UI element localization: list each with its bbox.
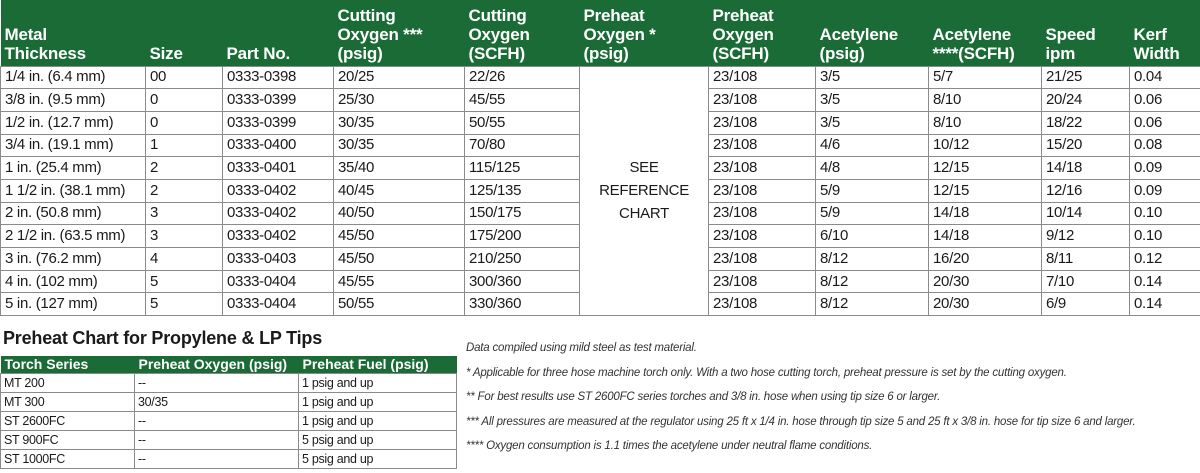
cell-size: 2: [146, 179, 223, 202]
cell-part: 0333-0402: [223, 179, 334, 202]
cell-acet-scfh: 20/30: [929, 270, 1042, 293]
cell-pre-scfh: 23/108: [709, 248, 816, 271]
column-header-line: Size: [149, 43, 183, 63]
cell-acet-psig: 4/8: [816, 157, 929, 180]
column-header: [580, 0, 709, 66]
column-header-line: Oxygen *: [583, 24, 656, 44]
cell-size: 2: [146, 157, 223, 180]
cell-acet-scfh: 16/20: [929, 248, 1042, 271]
cell-acet-psig: 8/12: [816, 248, 929, 271]
see-reference-line: CHART: [619, 205, 669, 223]
preheat-row: [1, 431, 457, 450]
cell-part: 0333-0402: [223, 202, 334, 225]
cell-speed: 7/10: [1042, 270, 1130, 293]
cell-part: 0333-0404: [223, 270, 334, 293]
column-header-line: (psig): [819, 43, 865, 63]
cell-speed: 6/9: [1042, 293, 1130, 316]
cell-thickness: 1 1/2 in. (38.1 mm): [1, 179, 146, 202]
cell-pre-scfh: 23/108: [709, 225, 816, 248]
cell-part: 0333-0399: [223, 111, 334, 134]
preheat-cell: MT 200: [1, 374, 135, 393]
column-header-line: (SCFH): [468, 43, 525, 63]
cell-part: 0333-0402: [223, 225, 334, 248]
cell-thickness: 1 in. (25.4 mm): [1, 157, 146, 180]
column-header-line: Thickness: [4, 43, 86, 63]
cell-speed: 20/24: [1042, 89, 1130, 112]
cell-thickness: 2 1/2 in. (63.5 mm): [1, 225, 146, 248]
footnotes: [466, 341, 1196, 464]
column-header-line: Acetylene: [932, 24, 1012, 44]
cell-cut-scfh: 175/200: [465, 225, 580, 248]
footnote: Data compiled using mild steel as test material.: [466, 342, 697, 354]
cell-thickness: 3/4 in. (19.1 mm): [1, 134, 146, 157]
preheat-cell: ST 900FC: [1, 431, 135, 450]
cell-thickness: 5 in. (127 mm): [1, 293, 146, 316]
cell-cut-psig: 30/35: [334, 134, 465, 157]
cell-cut-psig: 40/45: [334, 179, 465, 202]
cell-speed: 18/22: [1042, 111, 1130, 134]
cell-acet-psig: 6/10: [816, 225, 929, 248]
cell-kerf: 0.14: [1130, 293, 1200, 316]
preheat-chart-title: Preheat Chart for Propylene & LP Tips: [3, 328, 323, 348]
cell-cut-psig: 25/30: [334, 89, 465, 112]
cell-size: 5: [146, 293, 223, 316]
cell-cut-scfh: 45/55: [465, 89, 580, 112]
cell-cut-scfh: 115/125: [465, 157, 580, 180]
cell-pre-scfh: 23/108: [709, 89, 816, 112]
table-row: [1, 66, 1200, 89]
column-header-line: Speed: [1045, 24, 1096, 44]
cell-thickness: 1/4 in. (6.4 mm): [1, 66, 146, 89]
cell-speed: 9/12: [1042, 225, 1130, 248]
preheat-column-header: Torch Series: [1, 356, 135, 374]
cell-speed: 15/20: [1042, 134, 1130, 157]
cell-cut-scfh: 50/55: [465, 111, 580, 134]
cell-pre-scfh: 23/108: [709, 134, 816, 157]
cell-size: 5: [146, 270, 223, 293]
cell-kerf: 0.10: [1130, 202, 1200, 225]
preheat-row: [1, 393, 457, 412]
cell-cut-scfh: 330/360: [465, 293, 580, 316]
cell-cut-psig: 40/50: [334, 202, 465, 225]
cell-thickness: 3/8 in. (9.5 mm): [1, 89, 146, 112]
cell-part: 0333-0403: [223, 248, 334, 271]
column-header-line: (psig): [337, 43, 383, 63]
cell-pre-scfh: 23/108: [709, 157, 816, 180]
column-header: [465, 0, 580, 66]
cell-size: 3: [146, 225, 223, 248]
footnote: *** All pressures are measured at the regulator using 25 ft x 1/4 in. hose through tip size 5 and 25 ft x 3/8 in. hose for tip size 6 and larger.: [466, 415, 1136, 428]
preheat-column-header: Preheat Fuel (psig): [299, 356, 457, 374]
cell-acet-scfh: 14/18: [929, 202, 1042, 225]
preheat-cell: --: [135, 374, 299, 393]
cell-acet-psig: 5/9: [816, 202, 929, 225]
cell-kerf: 0.04: [1130, 66, 1200, 89]
cell-acet-scfh: 10/12: [929, 134, 1042, 157]
preheat-row: [1, 450, 457, 469]
column-header-line: Cutting: [468, 5, 527, 25]
cell-acet-scfh: 5/7: [929, 66, 1042, 89]
column-header-line: Part No.: [226, 43, 291, 63]
preheat-cell: 5 psig and up: [299, 450, 457, 469]
cell-size: 0: [146, 111, 223, 134]
cell-speed: 8/11: [1042, 248, 1130, 271]
cell-acet-psig: 8/12: [816, 293, 929, 316]
cell-size: 00: [146, 66, 223, 89]
cell-pre-scfh: 23/108: [709, 66, 816, 89]
footnote: * Applicable for three hose machine torch only. With a two hose cutting torch, preheat pressure is set by the cutting oxygen.: [466, 366, 1067, 379]
cell-part: 0333-0399: [223, 89, 334, 112]
column-header: [146, 0, 223, 66]
cell-kerf: 0.06: [1130, 111, 1200, 134]
preheat-body: [1, 374, 457, 469]
cell-acet-psig: 3/5: [816, 66, 929, 89]
preheat-cell: --: [135, 431, 299, 450]
preheat-header-row: [1, 356, 457, 374]
cell-speed: 12/16: [1042, 179, 1130, 202]
cell-kerf: 0.12: [1130, 248, 1200, 271]
preheat-column-header: Preheat Oxygen (psig): [135, 356, 299, 374]
cell-size: 1: [146, 134, 223, 157]
cell-pre-scfh: 23/108: [709, 179, 816, 202]
cell-cut-scfh: 300/360: [465, 270, 580, 293]
table-body: [1, 66, 1200, 316]
column-header-line: Preheat: [712, 5, 774, 25]
column-header: [929, 0, 1042, 66]
cell-cut-psig: 45/50: [334, 225, 465, 248]
preheat-cell: --: [135, 450, 299, 469]
column-header-line: Oxygen: [468, 24, 530, 44]
column-header-line: Kerf: [1133, 24, 1167, 44]
preheat-cell: MT 300: [1, 393, 135, 412]
cell-acet-scfh: 20/30: [929, 293, 1042, 316]
cell-cut-psig: 30/35: [334, 111, 465, 134]
see-reference-line: SEE: [629, 159, 659, 177]
cell-speed: 14/18: [1042, 157, 1130, 180]
cell-part: 0333-0398: [223, 66, 334, 89]
cell-cut-psig: 50/55: [334, 293, 465, 316]
cell-cut-psig: 20/25: [334, 66, 465, 89]
cell-thickness: 3 in. (76.2 mm): [1, 248, 146, 271]
cell-acet-psig: 3/5: [816, 89, 929, 112]
cell-kerf: 0.10: [1130, 225, 1200, 248]
footnote: **** Oxygen consumption is 1.1 times the acetylene under neutral flame conditions.: [466, 440, 873, 452]
cell-cut-scfh: 70/80: [465, 134, 580, 157]
cell-pre-scfh: 23/108: [709, 111, 816, 134]
cell-size: 3: [146, 202, 223, 225]
column-header-line: Width: [1133, 43, 1180, 63]
cell-cut-psig: 35/40: [334, 157, 465, 180]
column-header: [816, 0, 929, 66]
preheat-cell: 5 psig and up: [299, 431, 457, 450]
cell-acet-scfh: 8/10: [929, 111, 1042, 134]
see-reference-chart-cell: [580, 66, 709, 316]
column-header-line: Acetylene: [819, 24, 899, 44]
table-header-row: [1, 0, 1200, 66]
cell-acet-psig: 3/5: [816, 111, 929, 134]
column-header-line: Metal: [4, 24, 47, 44]
column-header: [223, 0, 334, 66]
column-header-line: Cutting: [337, 5, 396, 25]
cell-cut-psig: 45/50: [334, 248, 465, 271]
preheat-cell: ST 1000FC: [1, 450, 135, 469]
cell-acet-psig: 5/9: [816, 179, 929, 202]
cell-kerf: 0.09: [1130, 179, 1200, 202]
column-header-line: (SCFH): [712, 43, 769, 63]
cell-kerf: 0.09: [1130, 157, 1200, 180]
cell-acet-psig: 4/6: [816, 134, 929, 157]
see-reference-line: REFERENCE: [599, 182, 689, 200]
column-header: [1042, 0, 1130, 66]
cell-pre-scfh: 23/108: [709, 270, 816, 293]
cell-acet-scfh: 12/15: [929, 157, 1042, 180]
cell-cut-scfh: 125/135: [465, 179, 580, 202]
cell-cut-psig: 45/55: [334, 270, 465, 293]
cell-size: 4: [146, 248, 223, 271]
cell-acet-scfh: 8/10: [929, 89, 1042, 112]
cell-kerf: 0.06: [1130, 89, 1200, 112]
preheat-cell: --: [135, 412, 299, 431]
column-header: [1130, 0, 1200, 66]
preheat-cell: 1 psig and up: [299, 374, 457, 393]
cell-part: 0333-0404: [223, 293, 334, 316]
preheat-cell: ST 2600FC: [1, 412, 135, 431]
column-header-line: (psig): [583, 43, 629, 63]
preheat-cell: 1 psig and up: [299, 412, 457, 431]
column-header-line: ****(SCFH): [932, 43, 1015, 63]
cell-acet-psig: 8/12: [816, 270, 929, 293]
cell-speed: 10/14: [1042, 202, 1130, 225]
column-header-line: Oxygen: [712, 24, 774, 44]
footnote: ** For best results use ST 2600FC series torches and 3/8 in. hose when using tip size 6 or larger.: [466, 391, 941, 403]
preheat-chart-table: [0, 356, 457, 469]
preheat-cell: 1 psig and up: [299, 393, 457, 412]
cell-cut-scfh: 210/250: [465, 248, 580, 271]
cell-acet-scfh: 12/15: [929, 179, 1042, 202]
cell-thickness: 1/2 in. (12.7 mm): [1, 111, 146, 134]
cell-kerf: 0.14: [1130, 270, 1200, 293]
column-header: [1, 0, 146, 66]
cell-pre-scfh: 23/108: [709, 293, 816, 316]
cell-acet-scfh: 14/18: [929, 225, 1042, 248]
preheat-row: [1, 374, 457, 393]
cell-cut-scfh: 150/175: [465, 202, 580, 225]
cell-part: 0333-0400: [223, 134, 334, 157]
cell-speed: 21/25: [1042, 66, 1130, 89]
cell-thickness: 2 in. (50.8 mm): [1, 202, 146, 225]
cell-size: 0: [146, 89, 223, 112]
column-header-line: Preheat: [583, 5, 645, 25]
preheat-cell: 30/35: [135, 393, 299, 412]
column-header-line: Oxygen ***: [337, 24, 423, 44]
column-header: [334, 0, 465, 66]
cell-cut-scfh: 22/26: [465, 66, 580, 89]
column-header: [709, 0, 816, 66]
cell-part: 0333-0401: [223, 157, 334, 180]
preheat-row: [1, 412, 457, 431]
cell-thickness: 4 in. (102 mm): [1, 270, 146, 293]
column-header-line: ipm: [1045, 43, 1076, 63]
cell-kerf: 0.08: [1130, 134, 1200, 157]
cell-pre-scfh: 23/108: [709, 202, 816, 225]
